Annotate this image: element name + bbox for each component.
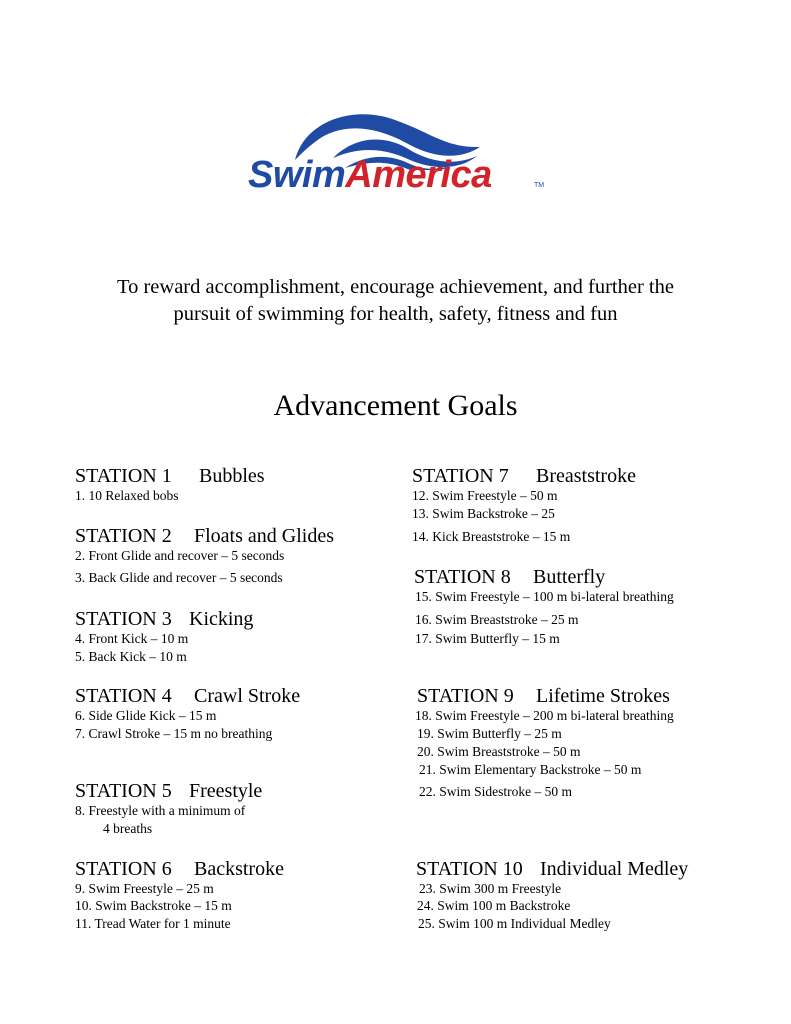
- station-name: Individual Medley: [540, 858, 689, 880]
- station-10-heading: [416, 858, 688, 880]
- goal-item: 12. Swim Freestyle – 50 m: [412, 488, 558, 503]
- station-name: Crawl Stroke: [194, 685, 301, 707]
- trademark-mark: TM: [534, 182, 545, 189]
- station-label: STATION 1: [75, 465, 172, 487]
- goal-item: 7. Crawl Stroke – 15 m no breathing: [75, 726, 273, 741]
- goal-item: 24. Swim 100 m Backstroke: [417, 898, 571, 913]
- station-name: Floats and Glides: [194, 525, 334, 547]
- page-title: Advancement Goals: [273, 389, 518, 422]
- goal-item: 25. Swim 100 m Individual Medley: [418, 916, 611, 931]
- goal-item-continued: 4 breaths: [103, 821, 153, 836]
- goal-item: 22. Swim Sidestroke – 50 m: [419, 784, 573, 799]
- goal-item: 23. Swim 300 m Freestyle: [419, 881, 562, 896]
- station-label: STATION 2: [75, 525, 172, 547]
- goal-item: 10. Swim Backstroke – 15 m: [75, 898, 232, 913]
- station-name: Breaststroke: [536, 465, 636, 487]
- station-label: STATION 10: [416, 858, 523, 880]
- station-1-heading: [75, 465, 265, 487]
- goal-item: 19. Swim Butterfly – 25 m: [417, 726, 562, 741]
- station-label: STATION 9: [417, 685, 514, 707]
- goal-item: 18. Swim Freestyle – 200 m bi-lateral breathing: [415, 708, 674, 723]
- station-3-heading: [75, 608, 253, 630]
- station-label: STATION 7: [412, 465, 509, 487]
- station-7-heading: [412, 465, 636, 487]
- tagline-line-1: To reward accomplishment, encourage achievement, and further the: [117, 276, 674, 298]
- goal-item: 2. Front Glide and recover – 5 seconds: [75, 548, 285, 563]
- tagline-line-2: pursuit of swimming for health, safety, fitness and fun: [173, 303, 618, 325]
- station-8-heading: [414, 566, 605, 588]
- goal-item: 8. Freestyle with a minimum of: [75, 803, 246, 818]
- goal-item: 5. Back Kick – 10 m: [75, 649, 187, 664]
- logo-america-text: America: [345, 154, 492, 196]
- station-5-heading: [75, 780, 262, 802]
- goal-item: 14. Kick Breaststroke – 15 m: [412, 529, 571, 544]
- goal-item: 9. Swim Freestyle – 25 m: [75, 881, 214, 896]
- station-label: STATION 4: [75, 685, 172, 707]
- station-label: STATION 8: [414, 566, 511, 588]
- station-9-heading: [417, 685, 670, 707]
- goal-item: 3. Back Glide and recover – 5 seconds: [75, 570, 283, 585]
- goal-item: 15. Swim Freestyle – 100 m bi-lateral breathing: [415, 589, 674, 604]
- station-name: Freestyle: [189, 780, 263, 802]
- goal-item: 4. Front Kick – 10 m: [75, 631, 189, 646]
- station-label: STATION 3: [75, 608, 172, 630]
- logo-swim-text: Swim: [248, 154, 346, 196]
- station-6-heading: [75, 858, 284, 880]
- goal-item: 13. Swim Backstroke – 25: [412, 506, 555, 521]
- station-name: Lifetime Strokes: [536, 685, 670, 707]
- tagline: [0, 274, 791, 328]
- goal-item: 6. Side Glide Kick – 15 m: [75, 708, 217, 723]
- station-label: STATION 6: [75, 858, 172, 880]
- station-4-heading: [75, 685, 300, 707]
- station-name: Backstroke: [194, 858, 284, 880]
- logo-wordmark: [248, 154, 492, 197]
- goal-item: 1. 10 Relaxed bobs: [75, 488, 179, 503]
- station-name: Kicking: [189, 608, 254, 630]
- station-label: STATION 5: [75, 780, 172, 802]
- station-name: Butterfly: [533, 566, 606, 588]
- goal-item: 20. Swim Breaststroke – 50 m: [417, 744, 581, 759]
- station-2-heading: [75, 525, 334, 547]
- goal-item: 16. Swim Breaststroke – 25 m: [415, 612, 579, 627]
- goal-item: 21. Swim Elementary Backstroke – 50 m: [419, 762, 642, 777]
- goal-item: 17. Swim Butterfly – 15 m: [415, 631, 560, 646]
- swimamerica-logo: [245, 100, 555, 200]
- station-name: Bubbles: [199, 465, 265, 487]
- goal-item: 11. Tread Water for 1 minute: [75, 916, 231, 931]
